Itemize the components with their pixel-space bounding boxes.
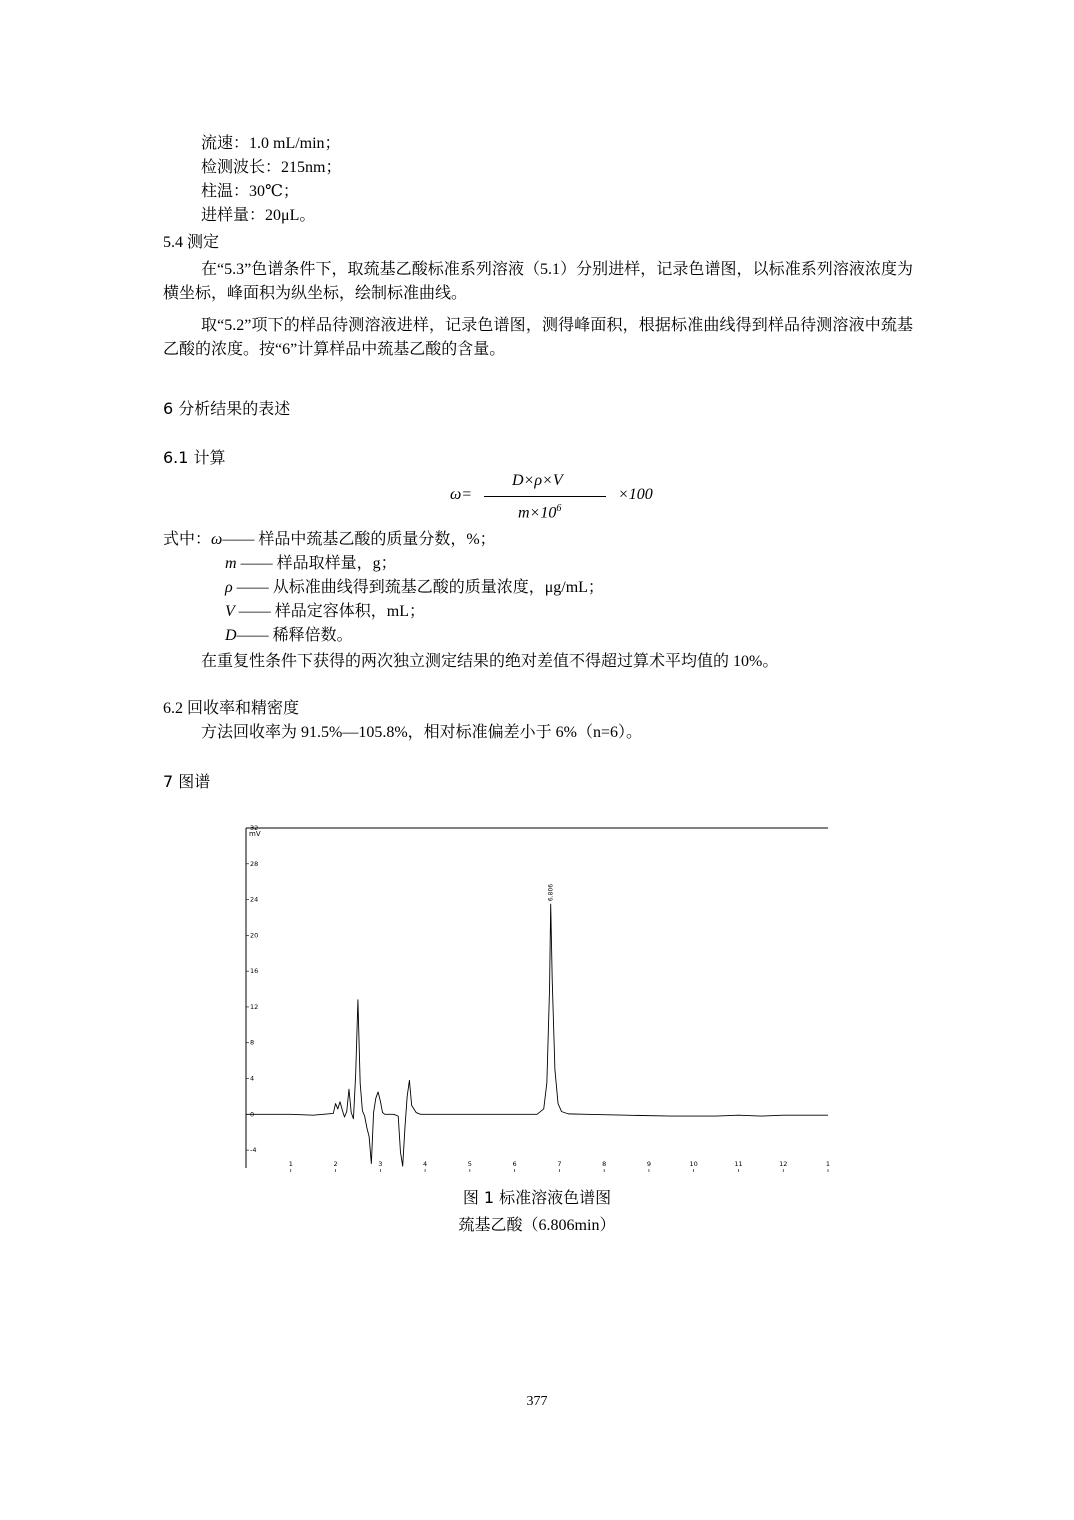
section-5-4-para2	[163, 314, 913, 362]
x-tick-label: 10	[689, 1160, 698, 1168]
y-tick-label: -4	[250, 1146, 257, 1155]
section-5-4-para1	[163, 258, 913, 306]
x-tick-label: 9	[646, 1160, 651, 1168]
section-7-title: 7 图谱	[163, 772, 211, 791]
y-tick-label: 24	[250, 895, 259, 904]
x-tick-label: 6	[512, 1160, 517, 1168]
x-tick-label: 8	[602, 1160, 607, 1168]
formula-denominator-base: m×10	[518, 504, 557, 522]
def-rho	[225, 576, 604, 600]
y-tick-label: 32	[250, 824, 259, 832]
x-tick-label: 5	[467, 1160, 472, 1168]
def-symbol: ρ	[225, 579, 233, 596]
x-tick-label: 2	[333, 1160, 338, 1168]
x-tick-label: 4	[423, 1160, 428, 1168]
def-symbol: D	[225, 627, 237, 644]
def-dash: ——	[236, 555, 277, 572]
def-dash: ——	[222, 531, 255, 548]
injection-volume-line: 进样量：20μL。	[201, 207, 316, 224]
def-dash: ——	[232, 579, 273, 596]
page-number: 377	[526, 1394, 548, 1409]
def-omega	[163, 528, 496, 552]
def-desc: 样品定容体积，mL；	[274, 603, 426, 620]
wavelength-line: 检测波长：215nm；	[201, 159, 342, 176]
def-m	[225, 552, 397, 576]
section-5-4-title: 5.4 测定	[163, 234, 220, 251]
where-prefix: 式中：	[163, 531, 212, 548]
def-desc: 稀释倍数。	[268, 627, 353, 644]
formula-denominator-exponent: 6	[556, 503, 562, 514]
def-dash: ——	[236, 627, 269, 644]
formula-lhs: ω=	[450, 486, 473, 503]
def-v	[225, 600, 425, 624]
formula-multiplier: ×100	[618, 486, 653, 503]
def-desc: 样品取样量，g；	[276, 555, 397, 572]
formula	[450, 472, 680, 528]
y-tick-label: 20	[250, 931, 259, 940]
y-tick-label: 8	[250, 1038, 255, 1047]
y-tick-label: 0	[250, 1110, 255, 1119]
column-temp-line: 柱温：30℃；	[201, 183, 299, 200]
figure-subcaption: 巯基乙酸（6.806min）	[458, 1217, 616, 1234]
section-6-title: 6 分析结果的表述	[163, 399, 291, 418]
y-tick-label: 4	[250, 1074, 255, 1083]
x-tick-label: 1	[288, 1160, 293, 1168]
formula-denominator	[518, 503, 561, 522]
y-tick-label: 28	[250, 859, 259, 868]
section-6-2-text: 方法回收率为 91.5%—105.8%，相对标准偏差小于 6%（n=6）。	[201, 724, 643, 741]
fraction-bar	[484, 496, 606, 497]
def-symbol: V	[225, 603, 235, 620]
def-d	[225, 624, 353, 648]
section-5-4-para1-text: 在“5.3”色谱条件下，取巯基乙酸标准系列溶液（5.1）分别进样，记录色谱图，以标准系列溶液浓度为横坐标，峰面积为纵坐标，绘制标准曲线。	[163, 261, 913, 302]
def-symbol: ω	[211, 531, 223, 548]
repeatability-statement: 在重复性条件下获得的两次独立测定结果的绝对差值不得超过算术平均值的 10%。	[201, 653, 779, 670]
y-tick-label: 16	[250, 967, 259, 976]
x-tick-label: 7	[557, 1160, 562, 1168]
chromatogram-trace	[246, 904, 831, 1168]
flow-rate-line: 流速：1.0 mL/min；	[201, 135, 341, 152]
x-tick-label: 1	[825, 1160, 831, 1168]
section-6-2-title: 6.2 回收率和精密度	[163, 700, 300, 717]
def-desc: 样品中巯基乙酸的质量分数，%；	[254, 531, 496, 548]
chromatogram-chart	[230, 820, 840, 1180]
section-6-1-title: 6.1 计算	[163, 448, 226, 467]
x-tick-label: 3	[378, 1160, 383, 1168]
y-axis-unit-label: mV	[249, 830, 261, 838]
x-tick-label: 11	[734, 1160, 743, 1168]
figure-caption: 图 1 标准溶液色谱图	[462, 1188, 612, 1207]
section-5-4-para2-text: 取“5.2”项下的样品待测溶液进样，记录色谱图，测得峰面积，根据标准曲线得到样品待测溶液中巯基乙酸的浓度。按“6”计算样品中巯基乙酸的含量。	[163, 317, 913, 358]
x-tick-label: 12	[779, 1160, 788, 1168]
def-symbol: m	[225, 555, 237, 572]
y-tick-label: 12	[250, 1002, 259, 1011]
peak-label: 6.806	[547, 883, 555, 902]
def-desc: 从标准曲线得到巯基乙酸的质量浓度，μg/mL；	[272, 579, 604, 596]
def-dash: ——	[234, 603, 275, 620]
formula-numerator: D×ρ×V	[512, 472, 563, 489]
